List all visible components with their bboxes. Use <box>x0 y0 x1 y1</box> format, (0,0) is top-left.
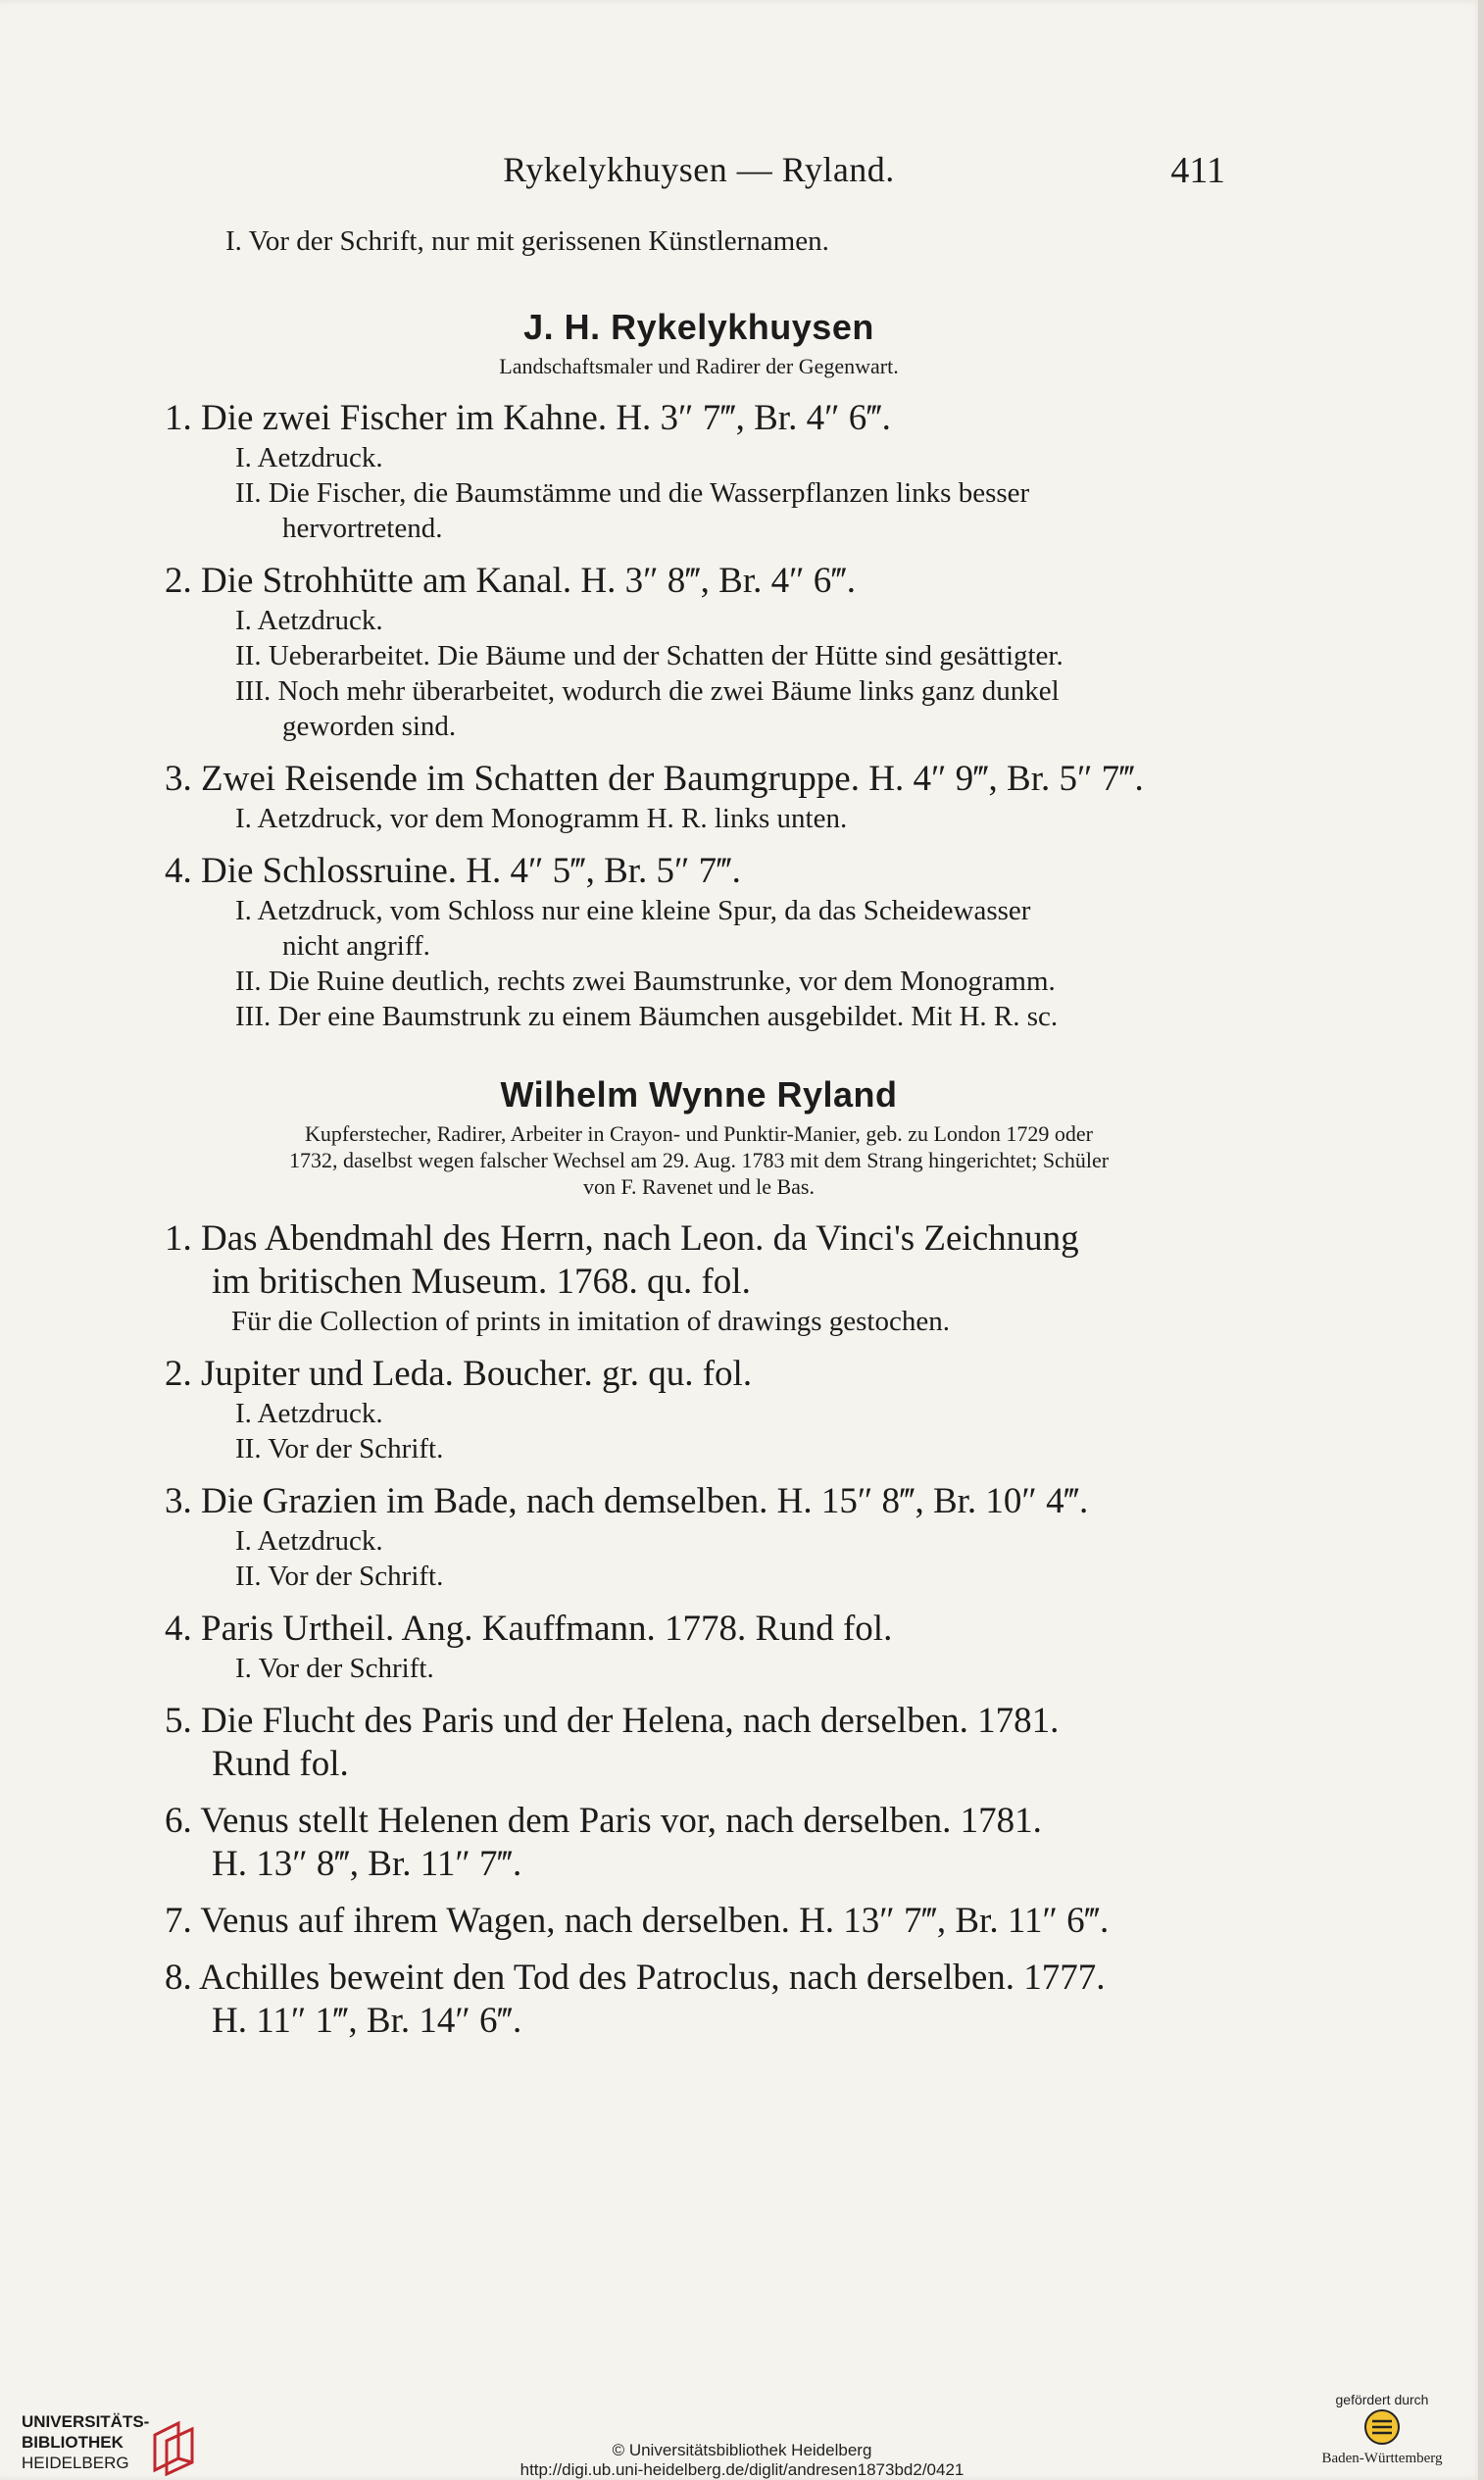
artist-description: Landschaftsmaler und Radirer der Gegenwart. <box>499 354 899 378</box>
print-state: III. Der eine Baumstrunk zu einem Bäumchen ausgebildet. Mit H. R. sc. <box>235 1001 1059 1032</box>
digitization-footer <box>0 2392 1484 2480</box>
running-header <box>165 149 1233 191</box>
artist-heading: Wilhelm Wynne Ryland <box>500 1074 898 1115</box>
catalogue-entry: 4. Paris Urtheil. Ang. Kauffmann. 1778. Rund fol. <box>165 1609 893 1649</box>
state-crest-icon <box>1362 2407 1402 2447</box>
print-state: I. Aetzdruck. <box>235 1398 383 1429</box>
library-name-line: BIBLIOTHEK <box>22 2433 124 2452</box>
catalogue-entry-continuation: H. 11″ 1‴, Br. 14″ 6‴. <box>212 2001 522 2041</box>
print-state: II. Die Ruine deutlich, rechts zwei Baumstrunke, vor dem Monogramm. <box>235 966 1056 997</box>
permalink[interactable]: http://digi.ub.uni-heidelberg.de/diglit/andresen1873bd2/0421 <box>519 2460 965 2479</box>
print-state: II. Ueberarbeitet. Die Bäume und der Schatten der Hütte sind gesättigter. <box>235 640 1064 671</box>
catalogue-entry-continuation: im britischen Museum. 1768. qu. fol. <box>212 1262 751 1302</box>
page-body <box>165 223 1233 2043</box>
catalogue-entry: 7. Venus auf ihrem Wagen, nach derselben. H. 13″ 7‴, Br. 11″ 6‴. <box>165 1901 1110 1941</box>
catalogue-entry: 2. Jupiter und Leda. Boucher. gr. qu. fol. <box>165 1354 753 1394</box>
print-state: I. Aetzdruck. <box>235 1525 383 1557</box>
page-number: 411 <box>1170 150 1225 191</box>
artist-description-line: 1732, daselbst wegen falscher Wechsel am 29. Aug. 1783 mit dem Strang hingerichtet; Schüler <box>288 1148 1110 1172</box>
catalogue-entry: 4. Die Schlossruine. H. 4″ 5‴, Br. 5″ 7‴. <box>165 851 741 891</box>
entry-note: Für die Collection of prints in imitation of drawings gestochen. <box>231 1306 950 1337</box>
print-state: II. Die Fischer, die Baumstämme und die Wasserpflanzen links besser <box>235 477 1030 509</box>
catalogue-entry-continuation: H. 13″ 8‴, Br. 11″ 7‴. <box>212 1844 522 1884</box>
artist-description-line: von F. Ravenet und le Bas. <box>583 1174 815 1199</box>
print-state: I. Aetzdruck, vor dem Monogramm H. R. links unten. <box>235 803 848 834</box>
catalogue-entry-continuation: Rund fol. <box>212 1744 349 1784</box>
print-state-continuation: nicht angriff. <box>282 930 430 962</box>
catalogue-entry: 1. Die zwei Fischer im Kahne. H. 3″ 7‴, Br. 4″ 6‴. <box>165 398 891 438</box>
catalogue-entry: 5. Die Flucht des Paris und der Helena, nach derselben. 1781. <box>165 1701 1060 1741</box>
catalogue-entry: 3. Zwei Reisende im Schatten der Baumgruppe. H. 4″ 9‴, Br. 5″ 7‴. <box>165 759 1144 799</box>
catalogue-entry: 1. Das Abendmahl des Herrn, nach Leon. da Vinci's Zeichnung <box>165 1218 1079 1259</box>
print-state: I. Vor der Schrift. <box>235 1653 434 1684</box>
sponsor-name: Baden-Württemberg <box>1321 2451 1443 2466</box>
intro-state-line: I. Vor der Schrift, nur mit gerissenen Künstlernamen. <box>225 225 829 257</box>
print-state: II. Vor der Schrift. <box>235 1433 444 1464</box>
library-name-line: HEIDELBERG <box>22 2454 129 2472</box>
print-state-continuation: geworden sind. <box>282 711 457 742</box>
catalogue-entry: 6. Venus stellt Helenen dem Paris vor, nach derselben. 1781. <box>165 1801 1042 1841</box>
print-state-continuation: hervortretend. <box>282 513 443 544</box>
library-name-line: UNIVERSITÄTS- <box>22 2412 150 2431</box>
print-state: II. Vor der Schrift. <box>235 1561 444 1592</box>
page-edge <box>1478 0 1484 2480</box>
sponsor-block <box>1294 2392 1470 2467</box>
print-state: I. Aetzdruck. <box>235 605 383 636</box>
running-title: Rykelykhuysen — Ryland. <box>503 150 895 189</box>
artist-description-line: Kupferstecher, Radirer, Arbeiter in Crayon- und Punktir-Manier, geb. zu London 1729 oder <box>305 1121 1093 1146</box>
artist-heading: J. H. Rykelykhuysen <box>523 307 874 347</box>
print-state: III. Noch mehr überarbeitet, wodurch die zwei Bäume links ganz dunkel <box>235 675 1060 707</box>
catalogue-entry: 3. Die Grazien im Bade, nach demselben. H. 15″ 8‴, Br. 10″ 4‴. <box>165 1481 1089 1521</box>
print-state: I. Aetzdruck, vom Schloss nur eine kleine Spur, da das Scheidewasser <box>235 895 1031 926</box>
catalogue-entry: 2. Die Strohhütte am Kanal. H. 3″ 8‴, Br. 4″ 6‴. <box>165 561 856 601</box>
sponsor-label: gefördert durch <box>1335 2392 1429 2407</box>
copyright-notice: © Universitätsbibliothek Heidelberg <box>612 2441 872 2459</box>
print-state: I. Aetzdruck. <box>235 442 383 473</box>
catalogue-entry: 8. Achilles beweint den Tod des Patroclus, nach derselben. 1777. <box>165 1958 1106 1998</box>
